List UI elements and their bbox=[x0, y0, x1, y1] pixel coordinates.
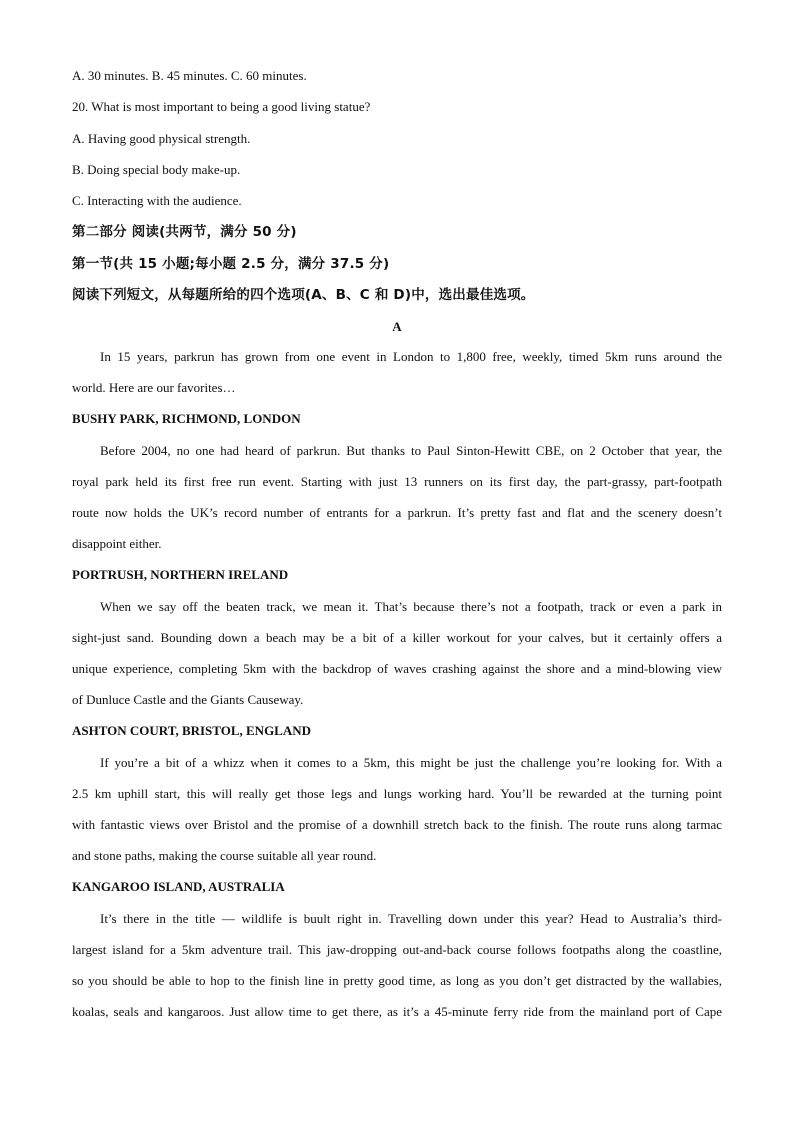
paragraph-line: koalas, seals and kangaroos. Just allow time to get there, as it’s a 45-minute ferry ride from the mainland port of Cape bbox=[72, 1004, 722, 1019]
paragraph-line: and stone paths, making the course suitable all year round. bbox=[72, 848, 377, 863]
paragraph-line: disappoint either. bbox=[72, 536, 162, 551]
paragraph-line: largest island for a 5km adventure trail. This jaw-dropping out-and-back course follows footpaths along the coastline, bbox=[72, 942, 722, 957]
paragraph-line: 2.5 km uphill start, this will really get those legs and lungs working hard. You’ll be rewarded at the turning point bbox=[72, 786, 722, 801]
paragraph-line: unique experience, completing 5km with the backdrop of waves crashing against the shore and a mind-blowing view bbox=[72, 661, 722, 676]
paragraph-line: so you should be able to hop to the finish line in pretty good time, as long as you don’t get distracted by the wallabies, bbox=[72, 973, 722, 988]
paragraph-line: sight-just sand. Bounding down a beach may be a bit of a killer workout for your calves, but it certainly offers a bbox=[72, 630, 722, 645]
paragraph-line: royal park held its first free run event. Starting with just 13 runners on its first day, the part-grassy, part-footpath bbox=[72, 474, 722, 489]
section-subtitle: 第一节(共 15 小题;每小题 2.5 分，满分 37.5 分) bbox=[72, 256, 390, 272]
q19-options: A. 30 minutes. B. 45 minutes. C. 60 minutes. bbox=[72, 68, 307, 83]
q20-option-a: A. Having good physical strength. bbox=[72, 131, 251, 146]
passage-letter: A bbox=[392, 319, 402, 334]
paragraph-line: with fantastic views over Bristol and the promise of a downhill stretch back to the finish. The route runs along tarmac bbox=[72, 817, 722, 832]
part-title: 第二部分 阅读(共两节，满分 50 分) bbox=[72, 224, 297, 240]
section-heading-kangaroo-island: KANGAROO ISLAND, AUSTRALIA bbox=[72, 879, 285, 894]
intro-line: world. Here are our favorites… bbox=[72, 380, 236, 395]
paragraph-line: When we say off the beaten track, we mean it. That’s because there’s not a footpath, track or even a park in bbox=[100, 599, 722, 614]
q20-stem: 20. What is most important to being a good living statue? bbox=[72, 99, 371, 114]
section-heading-bushy-park: BUSHY PARK, RICHMOND, LONDON bbox=[72, 411, 301, 426]
paragraph-line: route now holds the UK’s record number of entrants for a parkrun. It’s pretty fast and flat and the scenery doesn’t bbox=[72, 505, 722, 520]
q20-option-b: B. Doing special body make-up. bbox=[72, 162, 241, 177]
paragraph-line: If you’re a bit of a whizz when it comes to a 5km, this might be just the challenge you’re looking for. With a bbox=[100, 755, 722, 770]
section-heading-portrush: PORTRUSH, NORTHERN IRELAND bbox=[72, 567, 289, 582]
q20-option-c: C. Interacting with the audience. bbox=[72, 193, 242, 208]
section-heading-ashton-court: ASHTON COURT, BRISTOL, ENGLAND bbox=[72, 723, 312, 738]
paragraph-line: Before 2004, no one had heard of parkrun. But thanks to Paul Sinton-Hewitt CBE, on 2 October that year, the bbox=[100, 443, 722, 458]
paragraph-line: It’s there in the title — wildlife is buult right in. Travelling down under this year? Head to Australia’s third- bbox=[100, 911, 722, 926]
intro-line: In 15 years, parkrun has grown from one event in London to 1,800 free, weekly, timed 5km runs around the bbox=[100, 349, 722, 364]
section-instruction: 阅读下列短文，从每题所给的四个选项(A、B、C 和 D)中，选出最佳选项。 bbox=[72, 287, 535, 303]
paragraph-line: of Dunluce Castle and the Giants Causeway. bbox=[72, 692, 304, 707]
